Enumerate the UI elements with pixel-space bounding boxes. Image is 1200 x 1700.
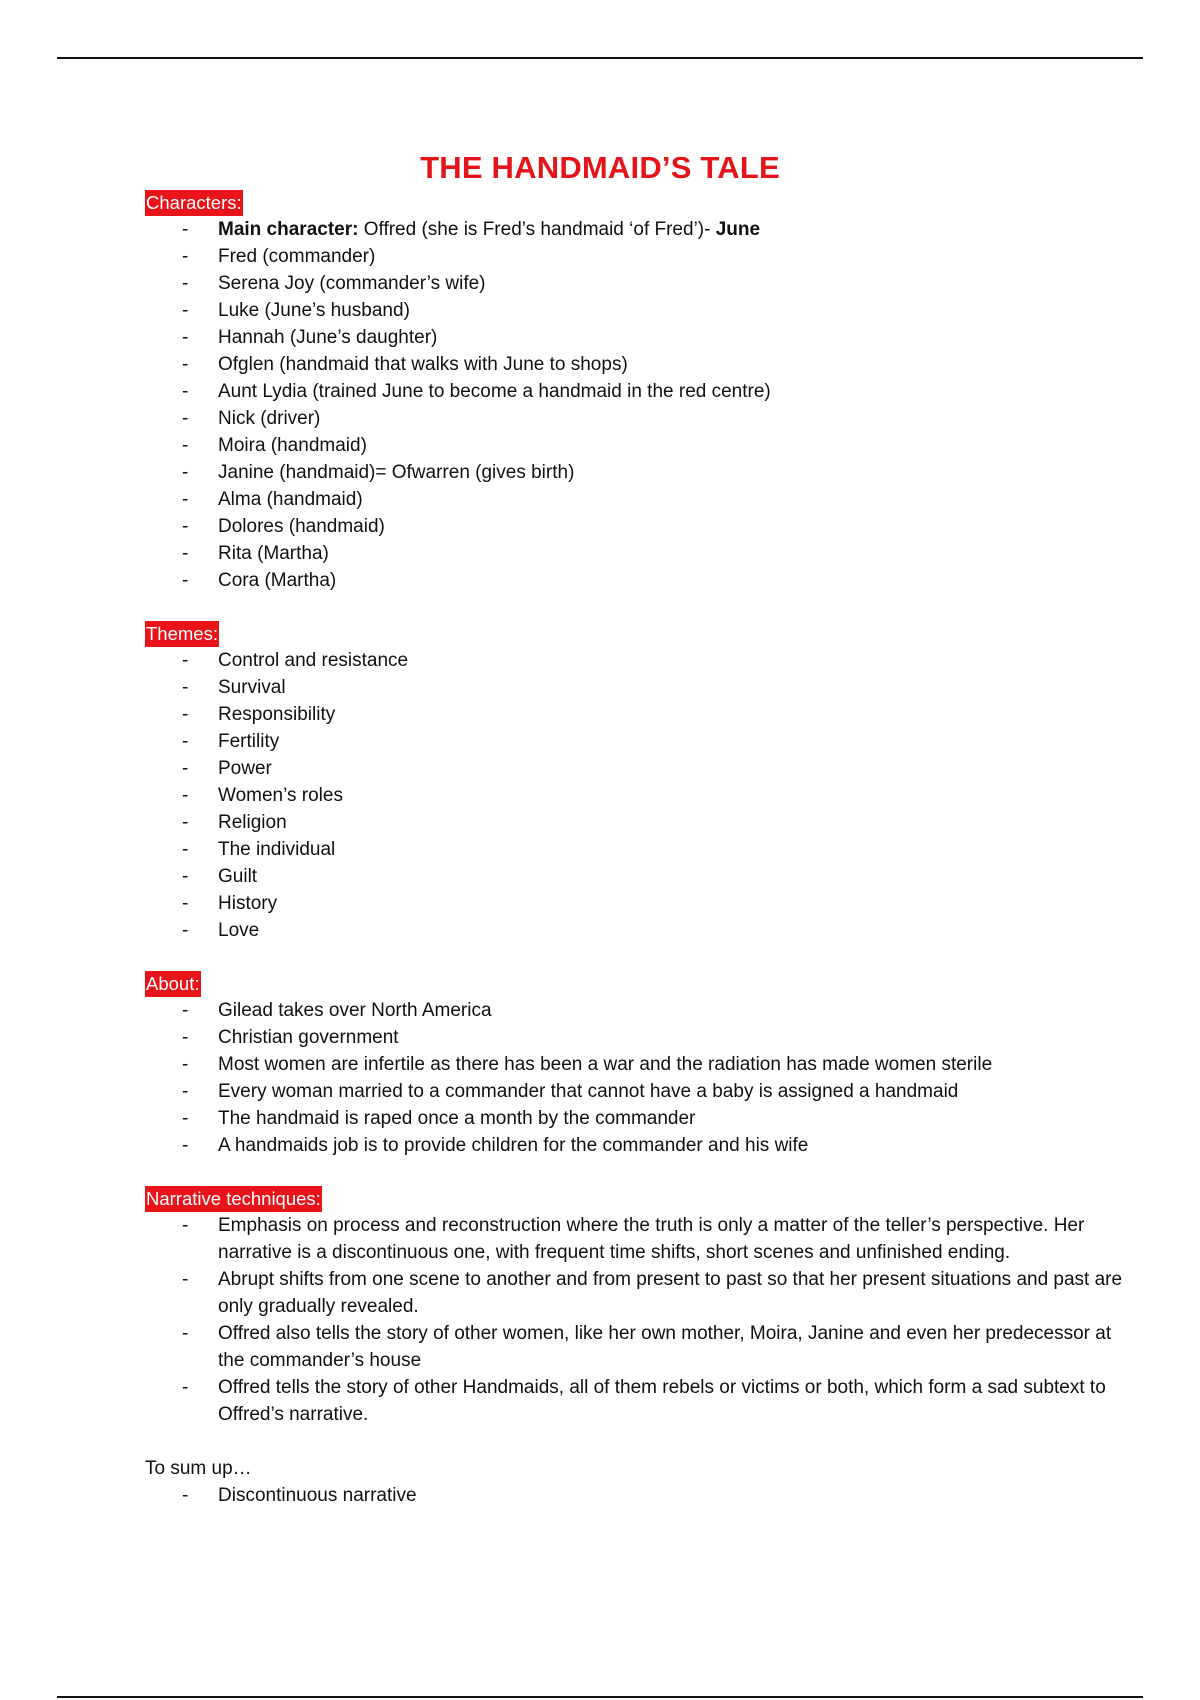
list-item (145, 1105, 1145, 1132)
list-item (145, 1482, 1145, 1509)
list-item (145, 513, 1145, 540)
bullet-dash: - (182, 650, 189, 671)
spacer (145, 1428, 1145, 1455)
themes-list (145, 647, 1145, 944)
bullet-dash: - (182, 920, 189, 941)
bullet-dash: - (182, 1377, 189, 1398)
bullet-dash: - (182, 219, 189, 240)
section-about (145, 971, 1145, 1159)
bullet-dash: - (182, 300, 189, 321)
characters-list (145, 216, 1145, 243)
document-body (145, 190, 1145, 1509)
list-item-text: Hannah (June’s daughter) (218, 327, 438, 348)
list-item-text: Guilt (218, 866, 258, 887)
bullet-dash: - (182, 704, 189, 725)
list-item (145, 1024, 1145, 1051)
list-item-text: Janine (handmaid)= Ofwarren (gives birth) (218, 462, 575, 483)
list-item (145, 890, 1145, 917)
list-item (145, 459, 1145, 486)
bullet-dash: - (182, 435, 189, 456)
list-item (145, 351, 1145, 378)
list-item (145, 1051, 1145, 1078)
bullet-dash: - (182, 408, 189, 429)
bullet-dash: - (182, 327, 189, 348)
bullet-dash: - (182, 785, 189, 806)
bullet-dash: - (182, 1323, 189, 1344)
document-title: THE HANDMAID’S TALE (420, 150, 780, 185)
list-item (145, 782, 1145, 809)
list-item (145, 324, 1145, 351)
section-themes (145, 621, 1145, 944)
list-item-text: Most women are infertile as there has been a war and the radiation has made women sterile (218, 1054, 993, 1075)
main-character-label: Main character: (218, 219, 359, 240)
list-item-text: The handmaid is raped once a month by the commander (218, 1108, 696, 1129)
about-list (145, 997, 1145, 1159)
main-character-text: Offred (she is Fred’s handmaid ‘of Fred’)- (358, 219, 716, 240)
themes-heading: Themes: (145, 621, 219, 647)
narrative-list (145, 1212, 1145, 1428)
list-item-text: Offred also tells the story of other women, like her own mother, Moira, Janine and even her predecessor at the commander’s house (218, 1323, 1112, 1371)
list-item-text: Ofglen (handmaid that walks with June to shops) (218, 354, 628, 375)
list-item-text: Responsibility (218, 704, 336, 725)
section-characters (145, 190, 1145, 594)
list-item (145, 297, 1145, 324)
list-item-text: Dolores (handmaid) (218, 516, 385, 537)
list-item-text: The individual (218, 839, 336, 860)
list-item-text: History (218, 893, 278, 914)
bullet-dash: - (182, 677, 189, 698)
list-item (145, 1078, 1145, 1105)
list-item-text: Gilead takes over North America (218, 1000, 492, 1021)
bullet-dash: - (182, 354, 189, 375)
bottom-rule (57, 1696, 1143, 1698)
list-item (145, 1266, 1125, 1320)
bullet-dash: - (182, 1215, 189, 1236)
list-item-text: Nick (driver) (218, 408, 321, 429)
spacer (145, 594, 1145, 621)
list-item (145, 486, 1145, 513)
bullet-dash: - (182, 1081, 189, 1102)
bullet-dash: - (182, 1108, 189, 1129)
summary-intro: To sum up… (145, 1458, 252, 1479)
bullet-dash: - (182, 381, 189, 402)
list-item-text: Luke (June’s husband) (218, 300, 410, 321)
main-character-name: June (715, 219, 761, 240)
list-item (145, 701, 1145, 728)
spacer (145, 944, 1145, 971)
list-item-text: Emphasis on process and reconstruction where the truth is only a matter of the teller’s perspective. Her narrative is a discontinuous one, with frequent time shifts, short scenes and unfinished ending. (218, 1215, 1085, 1263)
list-item-main-character (145, 216, 1145, 243)
bullet-dash: - (182, 1485, 189, 1506)
list-item (145, 917, 1145, 944)
list-item-text: A handmaids job is to provide children for the commander and his wife (218, 1135, 809, 1156)
list-item-text: Offred tells the story of other Handmaids, all of them rebels or victims or both, which form a sad subtext to Offred’s narrative. (218, 1377, 1106, 1425)
list-item-text: Aunt Lydia (trained June to become a handmaid in the red centre) (218, 381, 771, 402)
bullet-dash: - (182, 543, 189, 564)
list-item (145, 1374, 1125, 1428)
bullet-dash: - (182, 1054, 189, 1075)
bullet-dash: - (182, 273, 189, 294)
about-heading: About: (145, 971, 201, 997)
list-item (145, 243, 1145, 270)
list-item-text: Religion (218, 812, 287, 833)
list-item (145, 1320, 1125, 1374)
bullet-dash: - (182, 731, 189, 752)
list-item (145, 674, 1145, 701)
list-item (145, 567, 1145, 594)
bullet-dash: - (182, 1000, 189, 1021)
list-item (145, 863, 1145, 890)
section-narrative-techniques (145, 1186, 1145, 1428)
section-summary (145, 1455, 1145, 1509)
list-item-text: Abrupt shifts from one scene to another and from present to past so that her present situations and past are only gradually revealed. (218, 1269, 1123, 1317)
bullet-dash: - (182, 839, 189, 860)
list-item (145, 997, 1145, 1024)
bullet-dash: - (182, 1027, 189, 1048)
bullet-dash: - (182, 812, 189, 833)
list-item-text: Fertility (218, 731, 280, 752)
bullet-dash: - (182, 489, 189, 510)
list-item-text: Love (218, 920, 260, 941)
list-item-text: Moira (handmaid) (218, 435, 367, 456)
list-item-text: Women’s roles (218, 785, 343, 806)
list-item-text: Every woman married to a commander that cannot have a baby is assigned a handmaid (218, 1081, 959, 1102)
bullet-dash: - (182, 516, 189, 537)
bullet-dash: - (182, 893, 189, 914)
list-item (145, 1132, 1145, 1159)
list-item-text: Survival (218, 677, 286, 698)
summary-list (145, 1482, 1145, 1509)
narrative-heading: Narrative techniques: (145, 1186, 322, 1212)
bullet-dash: - (182, 246, 189, 267)
top-rule (57, 57, 1143, 59)
list-item (145, 809, 1145, 836)
list-item (145, 647, 1145, 674)
list-item-text: Fred (commander) (218, 246, 376, 267)
list-item (145, 728, 1145, 755)
list-item-text: Cora (Martha) (218, 570, 337, 591)
spacer (145, 1159, 1145, 1186)
bullet-dash: - (182, 462, 189, 483)
characters-heading: Characters: (145, 190, 243, 216)
list-item (145, 755, 1145, 782)
list-item-text: Discontinuous narrative (218, 1485, 417, 1506)
list-item (145, 378, 1145, 405)
list-item (145, 405, 1145, 432)
list-item (145, 432, 1145, 459)
list-item-text: Power (218, 758, 272, 779)
bullet-dash: - (182, 1269, 189, 1290)
list-item (145, 540, 1145, 567)
list-item (145, 836, 1145, 863)
bullet-dash: - (182, 866, 189, 887)
list-item-text: Control and resistance (218, 650, 409, 671)
bullet-dash: - (182, 570, 189, 591)
list-item-text: Christian government (218, 1027, 399, 1048)
list-item-text: Alma (handmaid) (218, 489, 363, 510)
list-item (145, 1212, 1125, 1266)
bullet-dash: - (182, 758, 189, 779)
list-item (145, 270, 1145, 297)
list-item-text: Rita (Martha) (218, 543, 329, 564)
characters-items (145, 243, 1145, 594)
list-item-text: Serena Joy (commander’s wife) (218, 273, 486, 294)
bullet-dash: - (182, 1135, 189, 1156)
